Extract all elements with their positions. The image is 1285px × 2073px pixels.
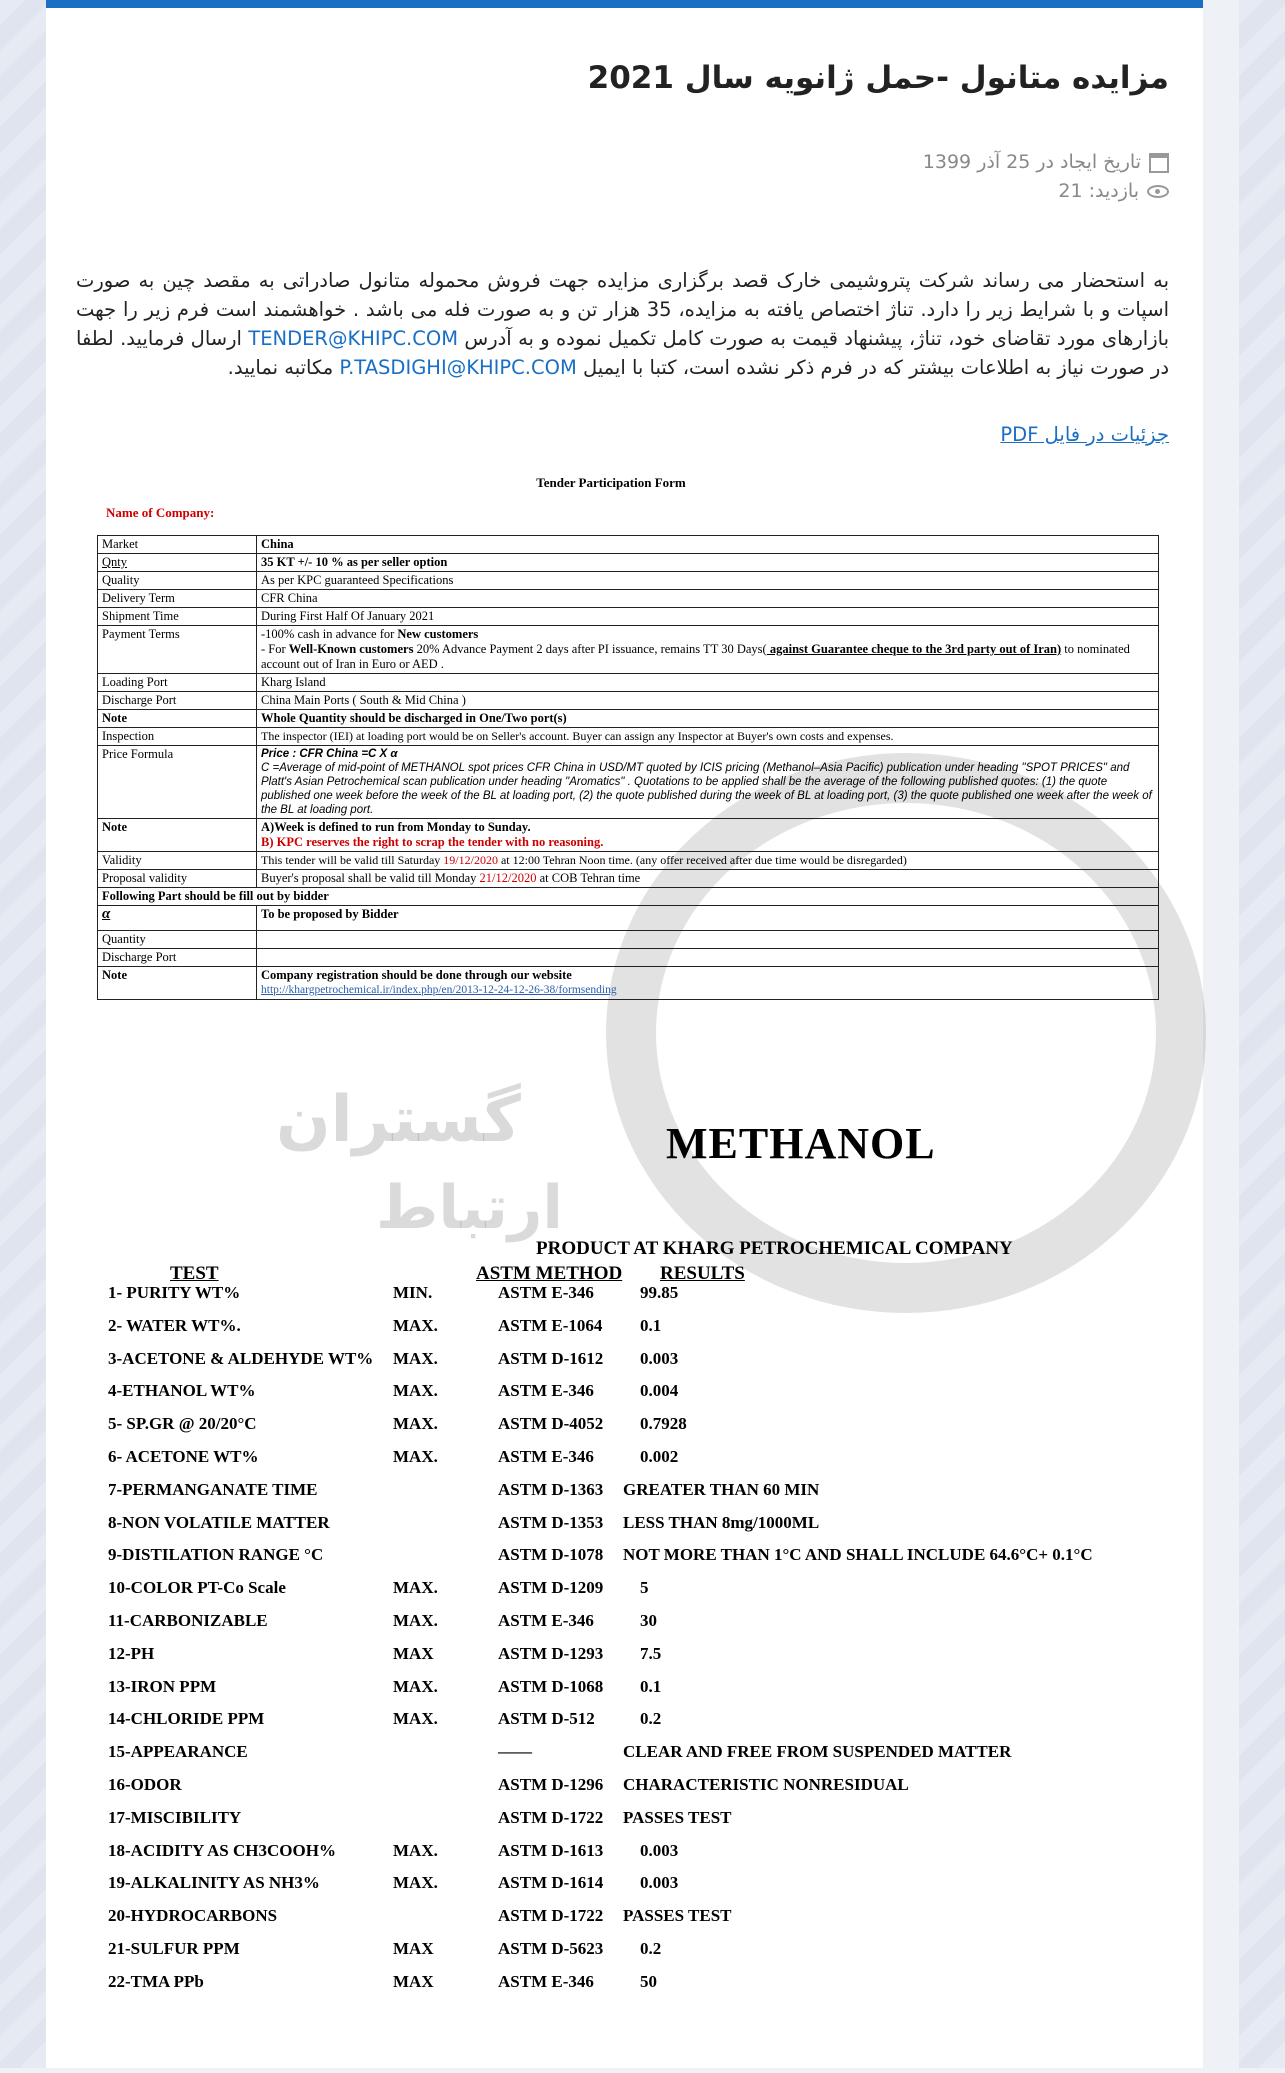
registration-link[interactable]: http://khargpetrochemical.ir/index.php/en/2013-12-24-12-26-38/formsending	[261, 984, 617, 996]
spec-limit: MAX	[393, 1643, 434, 1663]
note-value	[257, 819, 1159, 852]
spec-method: ASTM D-1363	[498, 1479, 604, 1499]
payment-line-2d: against Guarantee cheque to the 3rd party out of Iran)	[766, 642, 1062, 656]
spec-test: 13-IRON PPM	[108, 1676, 217, 1696]
spec-method: ASTM D-512	[498, 1709, 595, 1729]
watermark-text-2: ارتباط	[376, 1173, 563, 1243]
spec-result: 0.1	[640, 1676, 662, 1696]
spec-table	[108, 1283, 1188, 2005]
spec-test: 19-ALKALINITY AS NH3%	[108, 1873, 320, 1893]
spec-test: 16-ODOR	[108, 1774, 182, 1794]
spec-row	[108, 1480, 1188, 1513]
spec-method: ASTM E-346	[498, 1381, 594, 1401]
spec-row	[108, 1906, 1188, 1939]
spec-method: ASTM D-4052	[498, 1414, 604, 1434]
company-label: Name of Company:	[106, 505, 215, 520]
spec-row	[108, 1677, 1188, 1710]
row-label: Market	[98, 536, 257, 554]
page-title: مزایده متانول -حمل ژانویه سال 2021	[587, 60, 1169, 96]
spec-method: ASTM D-1613	[498, 1840, 604, 1860]
spec-method: ——	[498, 1742, 532, 1762]
body-text-2: ارسال فرمایید. لطفا در صورت نیاز به اطلاعات بیشتر که در فرم ذکر نشده است، کتبا با ایمیل	[76, 327, 1169, 379]
spec-method: ASTM D-1293	[498, 1643, 604, 1663]
eye-icon	[1147, 185, 1169, 198]
registration-text: Company registration should be done through our website	[261, 968, 572, 982]
spec-test: 22-TMA PPb	[108, 1971, 204, 1991]
spec-test: 15-APPEARANCE	[108, 1742, 248, 1762]
created-date	[923, 148, 1169, 177]
spec-method: ASTM D-1068	[498, 1676, 604, 1696]
spec-limit: MIN.	[393, 1283, 433, 1302]
proposal-b: at COB Tehran time	[536, 871, 641, 885]
spec-limit: MAX.	[393, 1610, 438, 1630]
table-row	[98, 728, 1159, 746]
registration-note	[257, 967, 1159, 1000]
table-row	[98, 692, 1159, 710]
spec-row	[108, 1709, 1188, 1742]
bidder-section-header: Following Part should be fill out by bidder	[98, 888, 1159, 906]
row-label: Quality	[98, 572, 257, 590]
spec-row	[108, 1873, 1188, 1906]
row-value: Whole Quantity should be discharged in One/Two port(s)	[257, 710, 1159, 728]
spec-row	[108, 1283, 1188, 1316]
spec-limit: MAX.	[393, 1578, 438, 1598]
table-row	[98, 626, 1159, 674]
watermark-text-1: گستران	[276, 1083, 521, 1157]
tender-document-image	[46, 463, 1203, 2073]
test-header: TEST	[170, 1263, 219, 1284]
created-date-text: تاریخ ایجاد در 25 آذر 1399	[922, 151, 1141, 173]
spec-result: GREATER THAN 60 MIN	[623, 1479, 820, 1499]
spec-row	[108, 1349, 1188, 1382]
contact-email-link[interactable]: P.TASDIGHI@KHIPC.COM	[339, 356, 577, 379]
spec-row	[108, 1742, 1188, 1775]
spec-row	[108, 1545, 1188, 1578]
spec-result: PASSES TEST	[623, 1906, 732, 1926]
spec-method: ASTM D-1612	[498, 1348, 604, 1368]
spec-test: 14-CHLORIDE PPM	[108, 1709, 265, 1729]
spec-method: ASTM D-1078	[498, 1545, 604, 1565]
spec-test: 18-ACIDITY AS CH3COOH%	[108, 1840, 336, 1860]
spec-result: 0.003	[640, 1348, 679, 1368]
spec-row	[108, 1513, 1188, 1546]
spec-limit: MAX	[393, 1938, 434, 1958]
validity-value	[257, 852, 1159, 870]
price-formula-value	[257, 746, 1159, 819]
row-label: Loading Port	[98, 674, 257, 692]
body-text-3: مکاتبه نمایید.	[227, 356, 340, 379]
validity-date: 19/12/2020	[443, 853, 498, 867]
row-value: Kharg Island	[257, 674, 1159, 692]
spec-test: 7-PERMANGANATE TIME	[108, 1479, 318, 1499]
spec-result: NOT MORE THAN 1°C AND SHALL INCLUDE 64.6°C+ 0.1°C	[623, 1545, 1093, 1565]
price-description: C =Average of mid-point of METHANOL spot prices CFR China in USD/MT quoted by ICIS pricing (Methanol–Asia Pacific) publication under heading "SPOT PRICES" and Platt's Asian Petrochemical scan publication under heading "Aromatics" . Quotations to be applied shall be the average of the following published quotes: (1) the quote published one week before the week of the BL at loading port, (2) the quote published during the week of BL at loading port, (3) the quote published one week after the week of the BL at loading port.	[261, 762, 1152, 816]
spec-limit: MAX.	[393, 1840, 438, 1860]
view-count-text: بازدید: 21	[1058, 180, 1139, 202]
spec-limit: MAX.	[393, 1348, 438, 1368]
row-label: Note	[98, 819, 257, 852]
method-header: ASTM METHOD	[476, 1263, 623, 1284]
body-text-1: به استحضار می رساند شرکت پتروشیمی خارک قصد برگزاری مزایده جهت فروش محموله متانول صادراتی به مقصد چین به صورت اسپات و با شرایط زیر را دارد. تناژ اختصاص یافته به مزایده، 35 هزار تن و به صورت فله می باشد . خواهشمند است فرم زیر را جهت بازارهای مورد تقاضای خود، تناژ، پیشنهاد قیمت به صورت کامل تکمیل نموده و به آدرس	[76, 269, 1169, 350]
spec-row	[108, 1578, 1188, 1611]
spec-limit: MAX.	[393, 1315, 438, 1335]
spec-test: 11-CARBONIZABLE	[108, 1610, 268, 1630]
table-row	[98, 931, 1159, 949]
spec-method: ASTM D-1722	[498, 1807, 604, 1827]
background-pattern-right	[1239, 0, 1285, 2068]
row-label: Discharge Port	[98, 692, 257, 710]
spec-method: ASTM E-346	[498, 1610, 594, 1630]
validity-b: at 12:00 Tehran Noon time. (any offer received after due time would be disregarded)	[497, 853, 907, 867]
spec-test: 10-COLOR PT-Co Scale	[108, 1578, 286, 1598]
spec-result: 0.7928	[640, 1414, 687, 1434]
spec-result: 0.1	[640, 1315, 662, 1335]
row-value: CFR China	[257, 590, 1159, 608]
spec-result: 0.2	[640, 1938, 662, 1958]
validity-a: This tender will be valid till Saturday	[261, 853, 444, 867]
spec-limit: MAX.	[393, 1676, 438, 1696]
payment-line-1a: -100% cash in advance for	[261, 627, 398, 641]
spec-result: 50	[640, 1971, 657, 1991]
spec-method: ASTM D-1209	[498, 1578, 604, 1598]
proposal-a: Buyer's proposal shall be valid till Monday	[261, 871, 480, 885]
quantity-value[interactable]	[257, 931, 1159, 949]
row-label: Note	[98, 710, 257, 728]
payment-terms-value	[257, 626, 1159, 674]
article-body	[76, 266, 1169, 382]
spec-row	[108, 1808, 1188, 1841]
payment-line-2c: 20% Advance Payment 2 days after PI issuance, remains TT 30 Days(	[413, 642, 767, 656]
spec-test: 1- PURITY WT%	[108, 1283, 241, 1302]
note-b: B) KPC reserves the right to scrap the tender with no reasoning.	[261, 835, 604, 849]
tender-form-table	[97, 535, 1159, 1000]
spec-row	[108, 1381, 1188, 1414]
spec-test: 5- SP.GR @ 20/20°C	[108, 1414, 257, 1434]
alpha-value: To be proposed by Bidder	[257, 906, 1159, 931]
proposal-date: 21/12/2020	[479, 871, 537, 885]
row-value: 35 KT +/- 10 % as per seller option	[257, 554, 1159, 572]
spec-result: 5	[640, 1578, 649, 1598]
spec-limit: MAX.	[393, 1709, 438, 1729]
spec-result: LESS THAN 8mg/1000ML	[623, 1512, 820, 1532]
spec-test: 2- WATER WT%.	[108, 1315, 241, 1335]
spec-test: 20-HYDROCARBONS	[108, 1906, 278, 1926]
table-row	[98, 746, 1159, 819]
proposal-value	[257, 870, 1159, 888]
price-formula: Price : CFR China =C X α	[261, 748, 398, 760]
spec-limit: MAX.	[393, 1414, 438, 1434]
spec-test: 6- ACETONE WT%	[108, 1446, 259, 1466]
product-subtitle: PRODUCT AT KHARG PETROCHEMICAL COMPANY	[536, 1238, 1013, 1259]
spec-result: PASSES TEST	[623, 1807, 732, 1827]
spec-result: CLEAR AND FREE FROM SUSPENDED MATTER	[623, 1742, 1012, 1762]
spec-method: ASTM D-1296	[498, 1774, 604, 1794]
spec-method: ASTM D-1353	[498, 1512, 604, 1532]
spec-row	[108, 1447, 1188, 1480]
spec-test: 3-ACETONE & ALDEHYDE WT%	[108, 1348, 374, 1368]
spec-result: 0.2	[640, 1709, 662, 1729]
table-row	[98, 819, 1159, 852]
spec-method: ASTM D-5623	[498, 1938, 604, 1958]
spec-method: ASTM E-346	[498, 1283, 594, 1302]
table-row	[98, 554, 1159, 572]
table-row	[98, 590, 1159, 608]
spec-result: 0.004	[640, 1381, 679, 1401]
row-label: Delivery Term	[98, 590, 257, 608]
spec-result: 99.85	[640, 1283, 679, 1302]
article-card	[46, 0, 1203, 2068]
spec-row	[108, 1316, 1188, 1349]
spec-result: 30	[640, 1610, 657, 1630]
table-row	[98, 888, 1159, 906]
background-pattern-left	[0, 0, 46, 2068]
row-label: Validity	[98, 852, 257, 870]
spec-row	[108, 1972, 1188, 2005]
row-value: China	[257, 536, 1159, 554]
spec-row	[108, 1414, 1188, 1447]
methanol-title: METHANOL	[666, 1119, 936, 1168]
spec-row	[108, 1644, 1188, 1677]
form-title: Tender Participation Form	[536, 475, 686, 490]
table-row	[98, 949, 1159, 967]
spec-test: 12-PH	[108, 1643, 155, 1663]
spec-test: 4-ETHANOL WT%	[108, 1381, 256, 1401]
note-a: A)Week is defined to run from Monday to Sunday.	[261, 820, 531, 834]
table-row	[98, 906, 1159, 931]
table-row	[98, 967, 1159, 1000]
quantity-label: Quantity	[98, 931, 257, 949]
spec-result: 0.003	[640, 1873, 679, 1893]
spec-result: 0.003	[640, 1840, 679, 1860]
spec-method: ASTM E-1064	[498, 1315, 603, 1335]
payment-line-2e: to nominated account out of Iran in Euro or AED .	[261, 642, 1130, 671]
spec-method: ASTM E-346	[498, 1971, 594, 1991]
spec-test: 21-SULFUR PPM	[108, 1938, 240, 1958]
spec-limit: MAX.	[393, 1873, 438, 1893]
tender-email-link[interactable]: TENDER@KHIPC.COM	[248, 327, 459, 350]
results-header: RESULTS	[660, 1263, 745, 1284]
payment-line-2b: Well-Known customers	[288, 642, 414, 656]
spec-method: ASTM D-1614	[498, 1873, 604, 1893]
spec-row	[108, 1775, 1188, 1808]
row-value: As per KPC guaranteed Specifications	[257, 572, 1159, 590]
discharge-label: Discharge Port	[98, 949, 257, 967]
spec-test: 8-NON VOLATILE MATTER	[108, 1512, 330, 1532]
row-label: Proposal validity	[98, 870, 257, 888]
alpha-label: α	[98, 906, 257, 931]
view-count	[923, 177, 1169, 206]
spec-row	[108, 1939, 1188, 1972]
row-label: Shipment Time	[98, 608, 257, 626]
spec-test: 9-DISTILATION RANGE °C	[108, 1545, 324, 1565]
spec-limit: MAX	[393, 1971, 434, 1991]
row-label: Price Formula	[98, 746, 257, 819]
discharge-value[interactable]	[257, 949, 1159, 967]
spec-method: ASTM E-346	[498, 1446, 594, 1466]
spec-row	[108, 1841, 1188, 1874]
spec-method: ASTM D-1722	[498, 1906, 604, 1926]
table-row	[98, 536, 1159, 554]
article-meta	[923, 148, 1169, 206]
row-value: The inspector (IEI) at loading port would be on Seller's account. Buyer can assign any Inspector at Buyer's own costs and expenses.	[257, 728, 1159, 746]
spec-limit: MAX.	[393, 1381, 438, 1401]
row-label: Note	[98, 967, 257, 1000]
spec-test: 17-MISCIBILITY	[108, 1807, 242, 1827]
row-value: During First Half Of January 2021	[257, 608, 1159, 626]
spec-result: CHARACTERISTIC NONRESIDUAL	[623, 1774, 909, 1794]
row-label: Inspection	[98, 728, 257, 746]
table-row	[98, 572, 1159, 590]
table-row	[98, 710, 1159, 728]
pdf-details-link[interactable]: جزئیات در فایل PDF	[1000, 423, 1169, 446]
payment-line-2a: - For	[261, 642, 289, 656]
table-row	[98, 870, 1159, 888]
calendar-icon	[1149, 153, 1169, 173]
spec-limit: MAX.	[393, 1446, 438, 1466]
spec-row	[108, 1611, 1188, 1644]
table-row	[98, 608, 1159, 626]
row-label: Payment Terms	[98, 626, 257, 674]
payment-line-1b: New customers	[397, 627, 479, 641]
table-row	[98, 852, 1159, 870]
spec-result: 0.002	[640, 1446, 679, 1466]
row-label: Qnty	[98, 554, 257, 572]
row-value: China Main Ports ( South & Mid China )	[257, 692, 1159, 710]
table-row	[98, 674, 1159, 692]
spec-result: 7.5	[640, 1643, 662, 1663]
